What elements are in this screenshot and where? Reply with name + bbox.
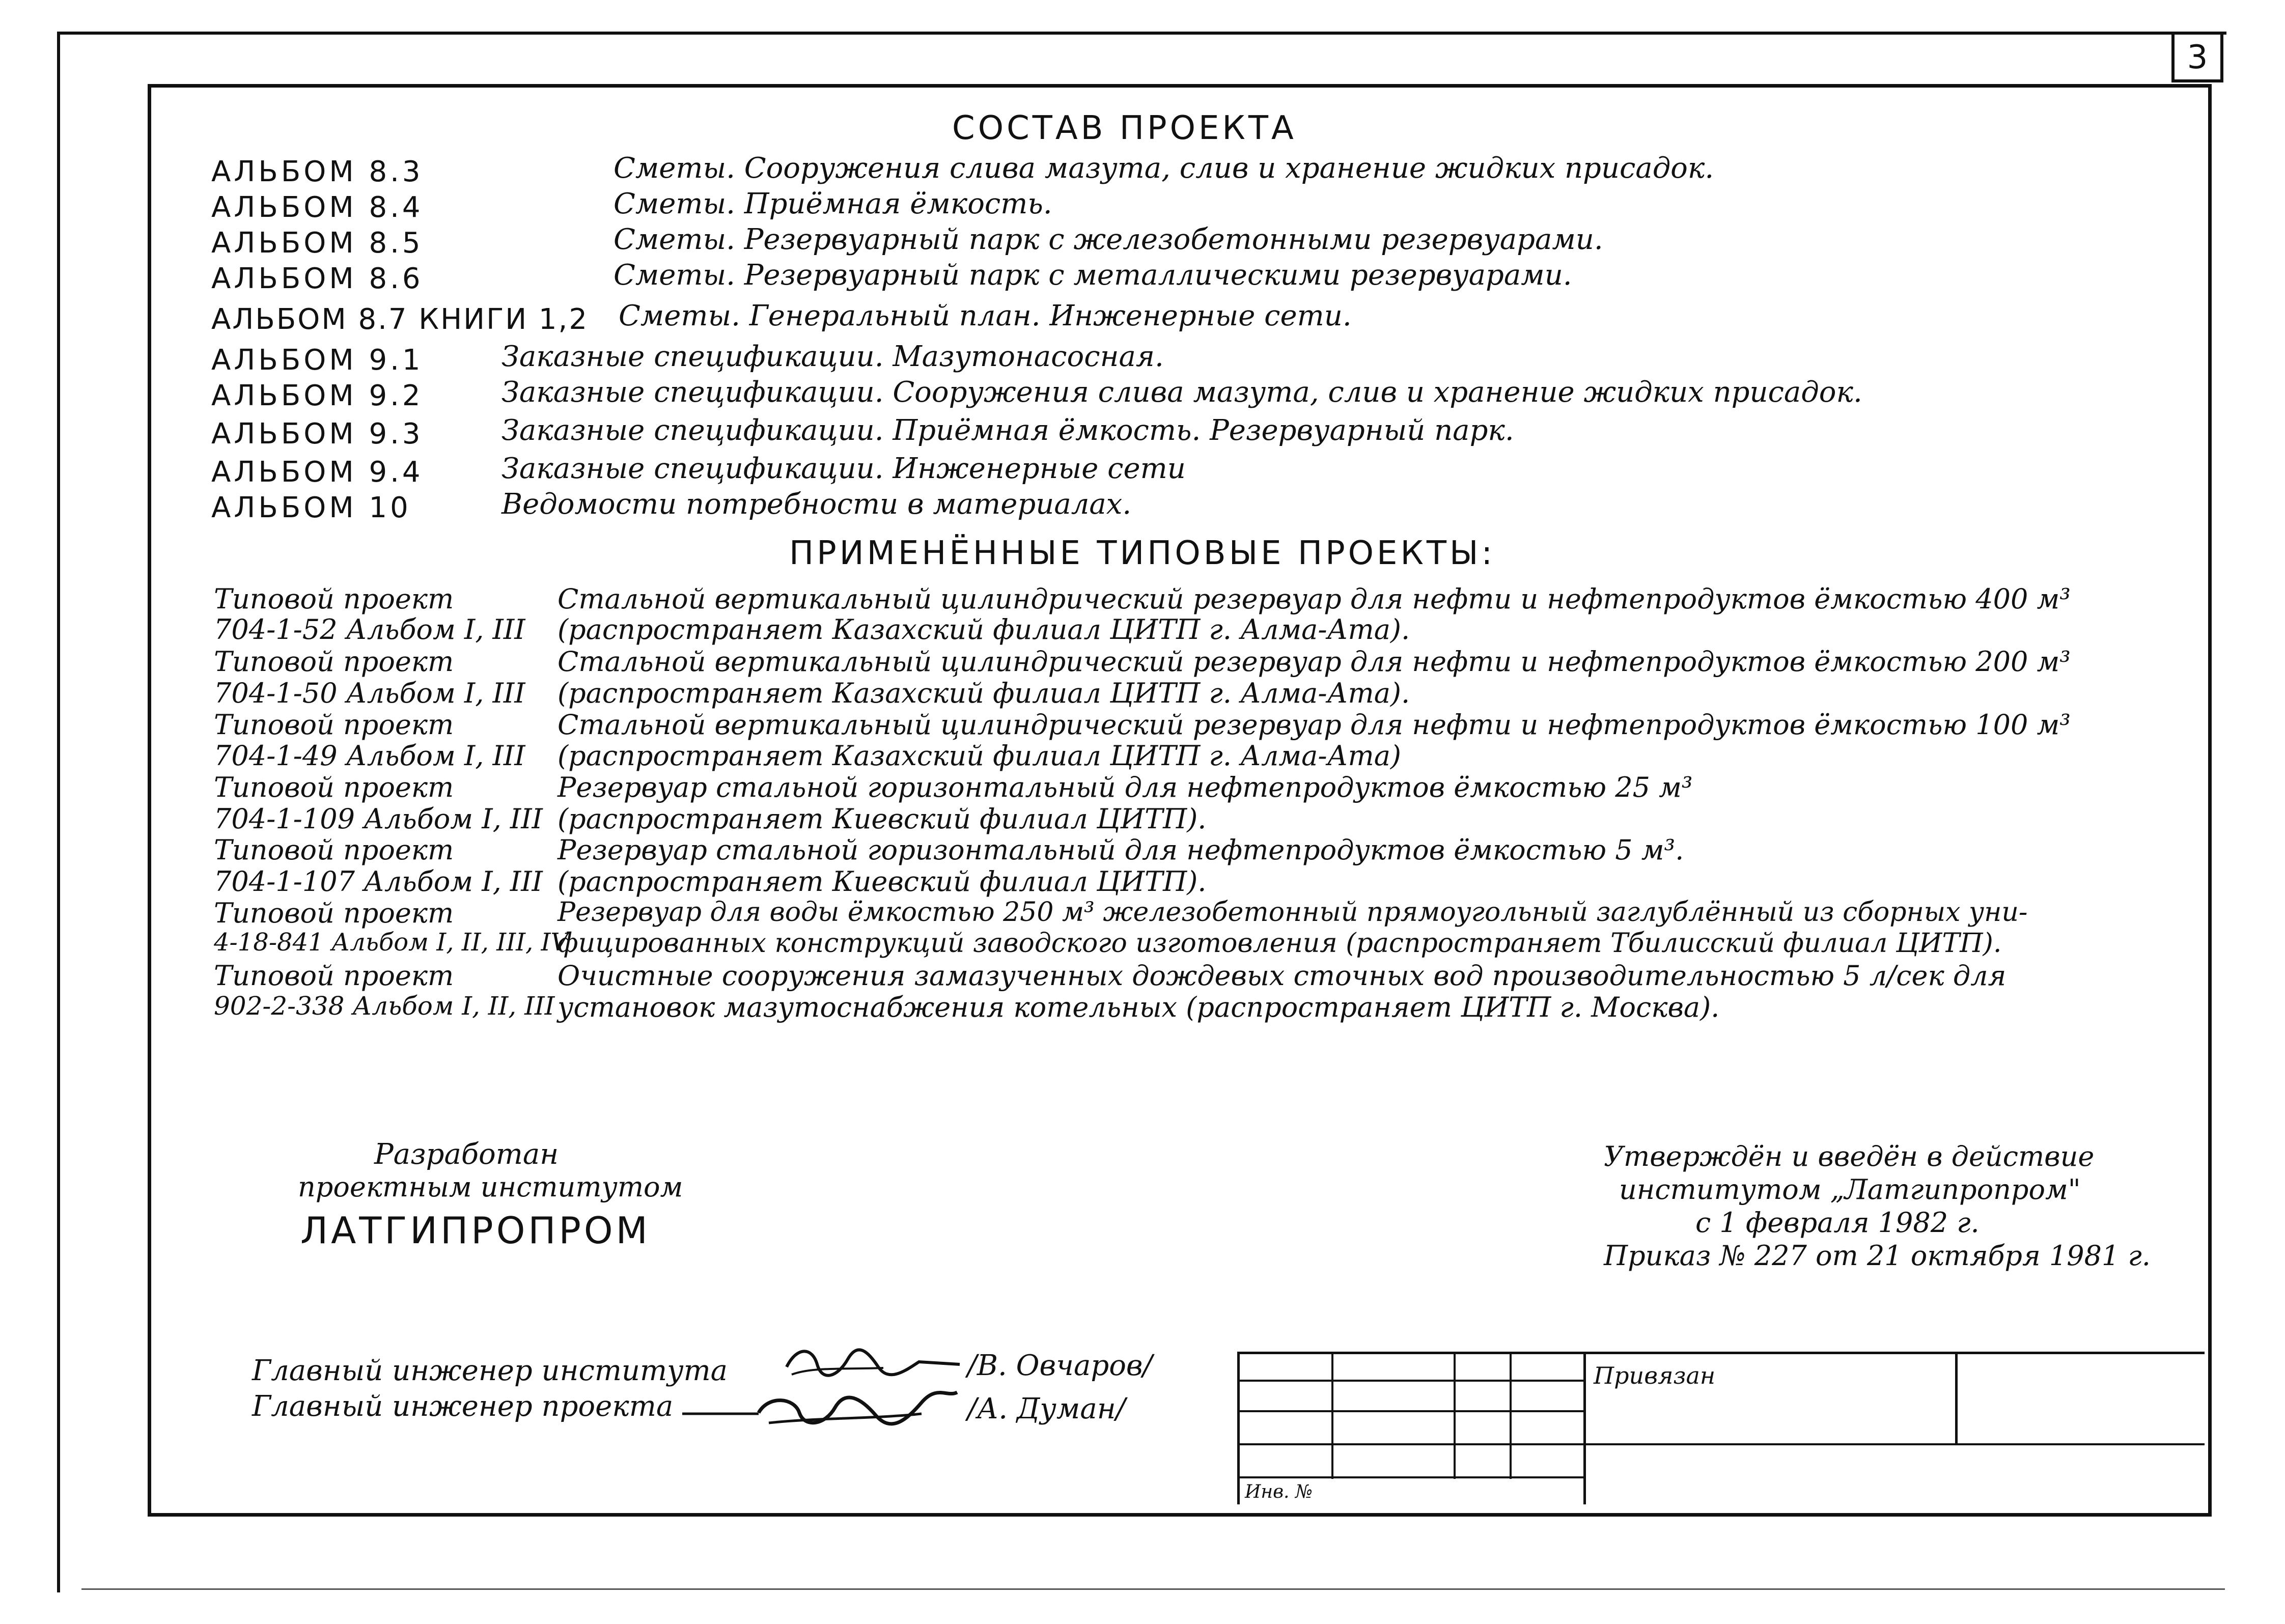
stamp-grid-line: [1583, 1352, 1586, 1504]
album-description: Заказные спецификации. Приёмная ёмкость. Резервуарный парк.: [501, 414, 1514, 447]
signature-scribble-2: [682, 1382, 972, 1438]
album-description: Заказные спецификации. Мазутонасосная.: [501, 340, 1164, 373]
typical-project-number: 704-1-107 Альбом I, III: [214, 865, 543, 898]
stamp-grid-line: [1237, 1410, 1583, 1412]
approval-line2: институтом „Латгипропром": [1619, 1173, 2081, 1206]
scan-edge-line: [81, 1588, 2225, 1590]
typical-project-line2: фицированных конструкций заводского изготовления (распространяет Тбилисский филиал ЦИТП).: [558, 928, 2002, 959]
typical-project-line2: (распространяет Казахский филиал ЦИТП г. Алма-Ата).: [558, 613, 1410, 646]
typical-project-line1: Стальной вертикальный цилиндрический резервуар для нефти и нефтепродуктов ёмкостью 200 м³: [558, 646, 2071, 678]
signature-role: Главный инженер проекта: [252, 1390, 674, 1423]
typical-project-label: Типовой проект: [214, 897, 454, 929]
typical-project-line1: Резервуар для воды ёмкостью 250 м³ железобетонный прямоугольный заглублённый из сборных уни-: [558, 897, 2028, 928]
typical-project-number: 704-1-109 Альбом I, III: [214, 803, 543, 835]
typical-project-line2: (распространяет Киевский филиал ЦИТП).: [558, 803, 1207, 835]
typical-project-line1: Очистные сооружения замазученных дождевых сточных вод производительностью 5 л/сек для: [558, 960, 2007, 992]
developer-line2: проектным институтом: [298, 1171, 683, 1203]
album-description: Заказные спецификации. Инженерные сети: [501, 452, 1186, 485]
approval-line3: с 1 февраля 1982 г.: [1695, 1207, 1980, 1239]
developer-name: ЛАТГИПРОПРОМ: [300, 1209, 651, 1252]
stamp-inv-label: Инв. №: [1245, 1481, 1313, 1502]
signature-scribble-1: [782, 1336, 965, 1387]
signature-role: Главный инженер института: [252, 1354, 728, 1387]
approval-line1: Утверждён и введён в действие: [1604, 1140, 2095, 1172]
document-title: СОСТАВ ПРОЕКТА: [952, 109, 1297, 147]
stamp-grid-line: [1237, 1380, 1583, 1382]
approval-line4: Приказ № 227 от 21 октября 1981 г.: [1604, 1240, 2151, 1272]
album-description: Сметы. Резервуарный парк с железобетонными резервуарами.: [614, 223, 1603, 256]
stamp-grid-line: [1510, 1352, 1512, 1479]
typical-project-line1: Стальной вертикальный цилиндрический резервуар для нефти и нефтепродуктов ёмкостью 100 м³: [558, 709, 2071, 741]
album-description: Ведомости потребности в материалах.: [501, 488, 1132, 521]
album-description: Сметы. Резервуарный парк с металлическими резервуарами.: [614, 259, 1572, 292]
typical-project-number: 902-2-338 Альбом I, II, III: [214, 991, 555, 1021]
signature-name: /В. Овчаров/: [967, 1349, 1153, 1382]
stamp-bound-label: Привязан: [1594, 1362, 1716, 1389]
typical-project-label: Типовой проект: [214, 646, 454, 678]
stamp-grid-line: [1237, 1476, 1583, 1478]
album-code: АЛЬБОМ 8.3: [211, 155, 424, 188]
album-code: АЛЬБОМ 8.4: [211, 191, 424, 224]
typical-project-label: Типовой проект: [214, 771, 454, 803]
stamp-top-line: [1237, 1352, 2205, 1354]
album-description: Сметы. Сооружения слива мазута, слив и хранение жидких присадок.: [614, 152, 1714, 185]
stamp-grid-line: [1237, 1443, 2205, 1445]
album-code: АЛЬБОМ 8.6: [211, 262, 424, 295]
stamp-grid-line: [1955, 1352, 1958, 1443]
typical-project-number: 704-1-49 Альбом I, III: [214, 740, 525, 772]
typical-projects-title: ПРИМЕНЁННЫЕ ТИПОВЫЕ ПРОЕКТЫ:: [789, 535, 1496, 572]
album-code: АЛЬБОМ 9.4: [211, 456, 424, 489]
typical-project-number: 704-1-52 Альбом I, III: [214, 613, 525, 646]
album-code: АЛЬБОМ 8.7 КНИГИ 1,2: [211, 303, 589, 336]
typical-project-number: 704-1-50 Альбом I, III: [214, 677, 525, 709]
typical-project-label: Типовой проект: [214, 834, 454, 866]
album-code: АЛЬБОМ 9.1: [211, 344, 424, 377]
album-code: АЛЬБОМ 8.5: [211, 227, 424, 260]
album-description: Сметы. Генеральный план. Инженерные сети.: [619, 299, 1352, 332]
page-number: 3: [2187, 39, 2208, 76]
typical-project-line1: Стальной вертикальный цилиндрический резервуар для нефти и нефтепродуктов ёмкостью 400 м³: [558, 583, 2071, 615]
typical-project-line1: Резервуар стальной горизонтальный для нефтепродуктов ёмкостью 25 м³: [558, 771, 1693, 803]
typical-project-label: Типовой проект: [214, 960, 454, 992]
typical-project-label: Типовой проект: [214, 709, 454, 741]
typical-project-line2: (распространяет Киевский филиал ЦИТП).: [558, 865, 1207, 898]
stamp-grid-line: [1454, 1352, 1456, 1479]
album-description: Сметы. Приёмная ёмкость.: [614, 187, 1052, 220]
stamp-grid-line: [1331, 1352, 1333, 1479]
developer-line1: Разработан: [374, 1138, 559, 1171]
typical-project-number: 4-18-841 Альбом I, II, III, IV: [214, 928, 569, 957]
typical-project-line2: (распространяет Казахский филиал ЦИТП г. Алма-Ата).: [558, 677, 1410, 709]
signature-name: /А. Думан/: [967, 1392, 1126, 1425]
album-description: Заказные спецификации. Сооружения слива мазута, слив и хранение жидких присадок.: [501, 376, 1862, 409]
typical-project-line2: (распространяет Казахский филиал ЦИТП г. Алма-Ата): [558, 740, 1401, 772]
album-code: АЛЬБОМ 9.2: [211, 379, 424, 412]
stamp-table: [1237, 1352, 2205, 1504]
typical-project-label: Типовой проект: [214, 583, 454, 615]
typical-project-line2: установок мазутоснабжения котельных (распространяет ЦИТП г. Москва).: [558, 991, 1720, 1023]
album-code: АЛЬБОМ 10: [211, 491, 411, 524]
album-code: АЛЬБОМ 9.3: [211, 417, 424, 451]
stamp-grid-line: [1237, 1352, 1240, 1504]
typical-project-line1: Резервуар стальной горизонтальный для нефтепродуктов ёмкостью 5 м³.: [558, 834, 1684, 866]
page-number-box: [2171, 32, 2223, 82]
